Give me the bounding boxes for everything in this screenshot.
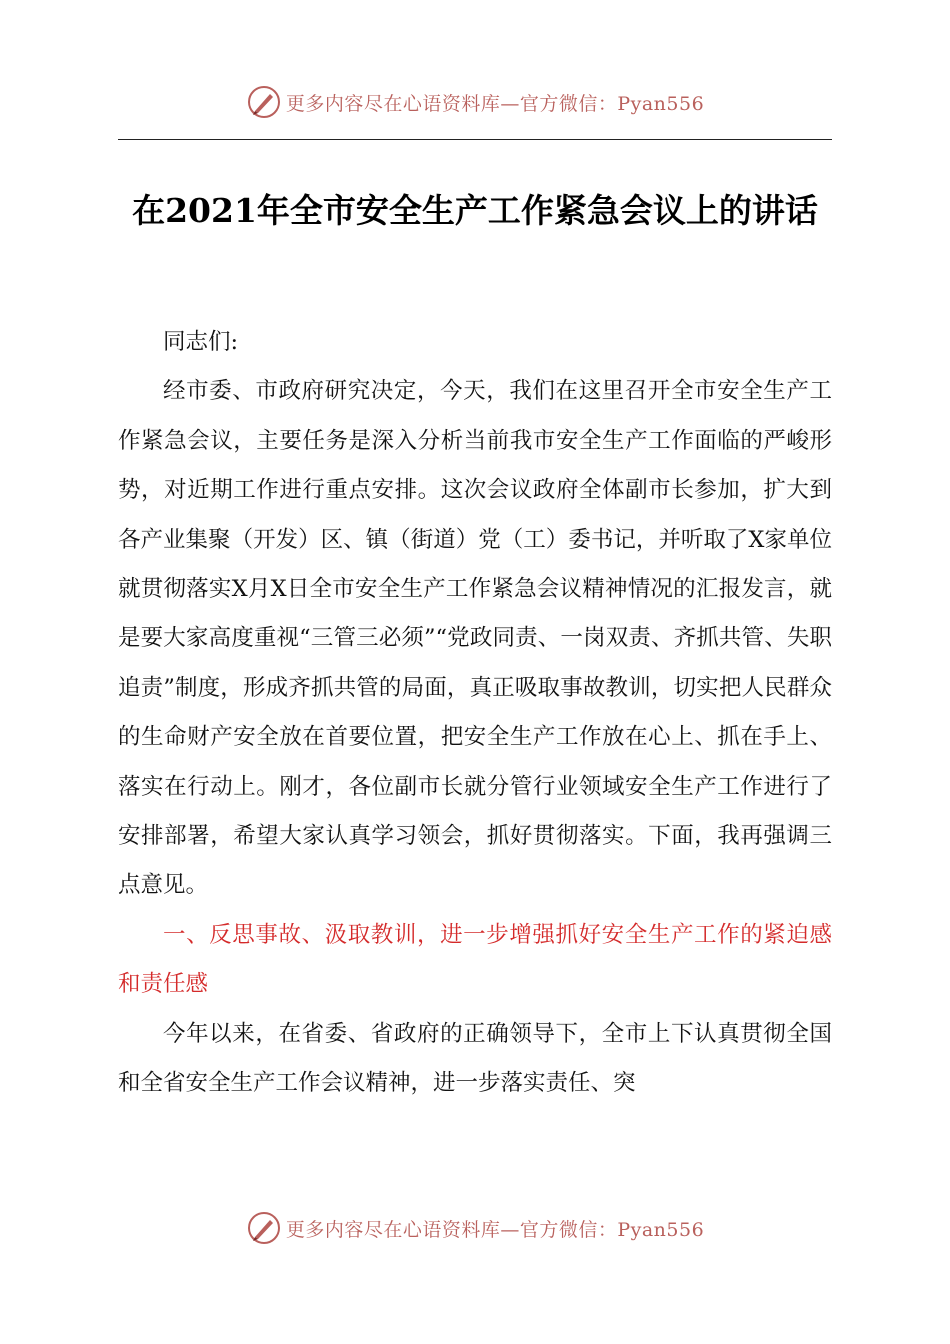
document-title: 在2021年全市安全生产工作紧急会议上的讲话 [132,191,818,230]
section-paragraph: 今年以来，在省委、省政府的正确领导下，全市上下认真贯彻全国和全省安全生产工作会议精神，进一步落实责任、突 [118,1020,832,1097]
body-paragraph: 经市委、市政府研究决定，今天，我们在这里召开全市安全生产工作紧急会议，主要任务是深入分析当前我市安全生产工作面临的严峻形势，对近期工作进行重点安排。这次会议政府全体副市长参加，扩大到各产业集聚（开发）区、镇（街道）党（工）委书记，并听取了X家单位就贯彻落实X月X日全市安全生产工作紧急会议精神情况的汇报发言，就是要大家高度重视“三管三必须”“党政同责、一岗双责、齐抓共管、失职追责”制度，形成齐抓共管的局面，真正吸取事故教训，切实把人民群众的生命财产安全放在首要位置，把安全生产工作放在心上、抓在手上、落实在行动上。刚才，各位副市长就分管行业领域安全生产工作进行了安排部署，希望大家认真学习领会，抓好贯彻落实。下面，我再强调三点意见。 [118,378,832,899]
footer-watermark [0,1208,950,1248]
watermark-text: 更多内容尽在心语资料库—官方微信：Pyan556 [285,1218,705,1241]
header-divider [118,139,832,140]
document-body [118,318,832,1109]
pen-logo-icon [246,84,282,120]
pen-logo-icon [246,1210,282,1246]
salutation: 同志们: [163,329,239,355]
watermark-text: 更多内容尽在心语资料库—官方微信：Pyan556 [285,92,705,115]
header-watermark [0,82,950,122]
section-heading: 一、反思事故、汲取教训，进一步增强抓好安全生产工作的紧迫感和责任感 [118,921,832,998]
